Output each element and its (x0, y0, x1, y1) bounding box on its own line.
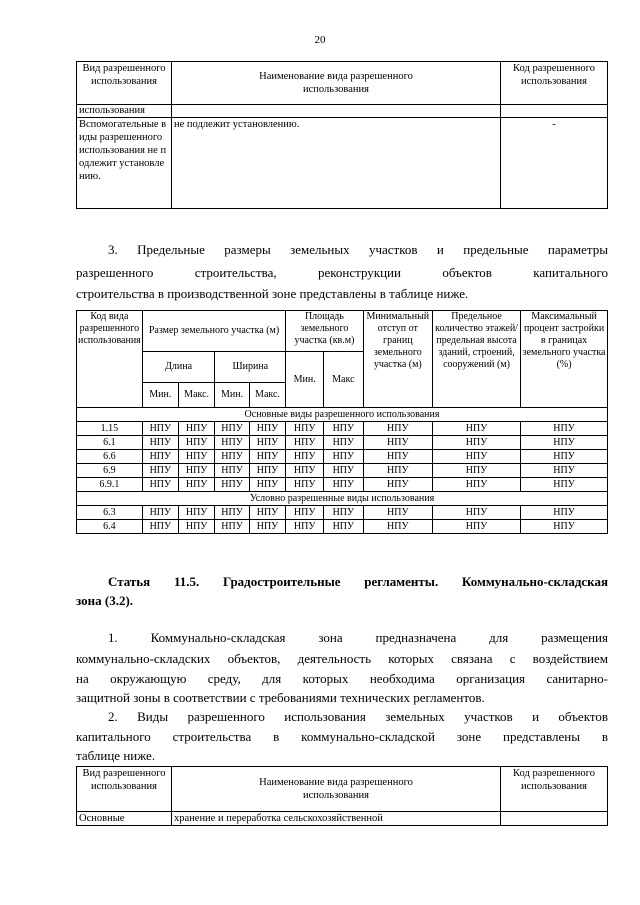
paragraph-1-line-3: на окружающую среду, для которых необходима организация санитарно- (76, 671, 608, 686)
table-cell: НПУ (178, 506, 215, 520)
table-cell: НПУ (324, 478, 364, 492)
table-cell: НПУ (324, 520, 364, 534)
table-cell: НПУ (178, 520, 215, 534)
table-cell: НПУ (142, 422, 178, 436)
table-row (77, 105, 608, 118)
table-row (77, 478, 608, 492)
table-cell: НПУ (521, 478, 608, 492)
header-width-max: Макс. (249, 383, 286, 408)
paragraph-3-line-3: строительства в производственной зоне представлены в таблице ниже. (76, 286, 469, 301)
header-use-kind: Вид разрешенного использования (77, 62, 172, 105)
paragraph-1-line-2: коммунально-складских объектов, деятельность которых связана с воздействием (76, 651, 608, 666)
table-cell: НПУ (142, 520, 178, 534)
table-cell: НПУ (142, 478, 178, 492)
table-cell: НПУ (521, 436, 608, 450)
table-row (77, 118, 608, 209)
table-cell: НПУ (215, 422, 249, 436)
table-row (77, 422, 608, 436)
table-cell: НПУ (324, 436, 364, 450)
table-cell: НПУ (363, 450, 432, 464)
table-cell: 6.4 (77, 520, 143, 534)
table-cell: 6.9 (77, 464, 143, 478)
table-cell: 6.3 (77, 506, 143, 520)
table-cell: НПУ (432, 422, 520, 436)
table-row (77, 450, 608, 464)
header-coverage: Максимальный процент застройки в границах земельного участка (%) (521, 311, 608, 408)
permitted-use-table (76, 766, 608, 826)
article-heading-line-1: Статья 11.5. Градостроительные регламенты. Коммунально-складская (108, 574, 608, 589)
table-cell: НПУ (432, 450, 520, 464)
table-cell: НПУ (286, 506, 324, 520)
table-cell: НПУ (142, 450, 178, 464)
header-area-max: Макс (324, 352, 364, 408)
table-row (77, 520, 608, 534)
table-cell: НПУ (363, 478, 432, 492)
section-conditional-uses: Условно разрешенные виды использования (77, 492, 608, 506)
table-cell: НПУ (249, 506, 286, 520)
table-cell: НПУ (142, 506, 178, 520)
article-heading-line-2: зона (3.2). (76, 593, 134, 608)
table-cell: НПУ (521, 464, 608, 478)
table-cell: НПУ (324, 422, 364, 436)
table-cell: НПУ (432, 464, 520, 478)
table-row (77, 464, 608, 478)
paragraph-1-line-4: защитной зоны в соответствии с требованиями технических регламентов. (76, 690, 485, 705)
table-cell: НПУ (363, 506, 432, 520)
cell-use-name: хранение и переработка сельскохозяйственной (172, 812, 501, 826)
table-cell: НПУ (178, 436, 215, 450)
table-cell: НПУ (432, 520, 520, 534)
header-area-min: Мин. (286, 352, 324, 408)
paragraph-1-line-1: 1. Коммунально-складская зона предназначена для размещения (108, 630, 608, 645)
header-floors: Предельное количество этажей/ предельная высота зданий, строений, сооружений (м) (432, 311, 520, 408)
table-cell: 6.1 (77, 436, 143, 450)
header-use-name: Наименование вида разрешенного использования (172, 767, 501, 812)
cell-aux-code: - (501, 118, 608, 209)
table-cell: НПУ (178, 464, 215, 478)
header-use-kind: Вид разрешенного использования (77, 767, 172, 812)
header-area: Площадь земельного участка (кв.м) (286, 311, 363, 352)
table-cell: НПУ (249, 422, 286, 436)
table-cell: НПУ (363, 520, 432, 534)
table-cell: НПУ (249, 450, 286, 464)
header-length: Длина (142, 352, 215, 383)
table-cell: НПУ (286, 436, 324, 450)
header-width-min: Мин. (215, 383, 249, 408)
table-cell: НПУ (215, 520, 249, 534)
table-cell: НПУ (521, 506, 608, 520)
header-width: Ширина (215, 352, 286, 383)
table-cell: НПУ (249, 478, 286, 492)
cell-aux-uses: Вспомогательные виды разрешенного использования не подлежит установлению. (77, 118, 172, 209)
table-cell: НПУ (286, 478, 324, 492)
table-cell: 1.15 (77, 422, 143, 436)
table-cell: НПУ (142, 464, 178, 478)
paragraph-2-line-3: таблице ниже. (76, 748, 156, 763)
table-cell: НПУ (324, 506, 364, 520)
cell-main-uses: Основные (77, 812, 172, 826)
table-cell: НПУ (432, 506, 520, 520)
header-use-code: Код разрешенного использования (501, 767, 608, 812)
table-cell: НПУ (363, 464, 432, 478)
header-length-min: Мин. (142, 383, 178, 408)
header-size: Размер земельного участка (м) (142, 311, 285, 352)
paragraph-2-line-1: 2. Виды разрешенного использования земельных участков и объектов (108, 709, 608, 724)
page-number: 20 (314, 34, 326, 46)
table-cell: НПУ (249, 464, 286, 478)
header-code: Код вида разрешенного использования (77, 311, 143, 408)
table-header-row (77, 62, 608, 105)
cell-aux-name: не подлежит установлению. (172, 118, 501, 209)
table-cell: НПУ (286, 520, 324, 534)
table-cell: НПУ (142, 436, 178, 450)
table-cell: НПУ (215, 436, 249, 450)
table-cell: НПУ (521, 450, 608, 464)
table-cell: НПУ (521, 520, 608, 534)
table-cell: НПУ (286, 422, 324, 436)
cell-continuation: использования (77, 105, 172, 118)
permitted-use-table-continued (76, 61, 608, 209)
section-main-uses: Основные виды разрешенного использования (77, 408, 608, 422)
table-cell: НПУ (286, 464, 324, 478)
table-cell: НПУ (363, 422, 432, 436)
header-use-code: Код разрешенного использования (501, 62, 608, 105)
table-cell: НПУ (178, 450, 215, 464)
header-length-max: Макс. (178, 383, 215, 408)
cell-use-code (501, 812, 608, 826)
paragraph-2-line-2: капитального строительства в коммунально-складской зоне представлены в (76, 729, 608, 744)
table-cell: НПУ (178, 478, 215, 492)
table-cell: НПУ (215, 450, 249, 464)
table-cell: НПУ (249, 520, 286, 534)
table-header-row (77, 767, 608, 812)
paragraph-3-line-2: разрешенного строительства, реконструкции объектов капитального (76, 265, 608, 280)
table-cell: НПУ (215, 478, 249, 492)
table-cell: НПУ (215, 464, 249, 478)
table-cell: НПУ (432, 478, 520, 492)
table-cell: НПУ (324, 464, 364, 478)
header-setback: Минимальный отступ от границ земельного участка (м) (363, 311, 432, 408)
table-cell: НПУ (215, 506, 249, 520)
header-use-name: Наименование вида разрешенного использования (172, 62, 501, 105)
table-cell: НПУ (432, 436, 520, 450)
table-cell: НПУ (324, 450, 364, 464)
table-cell: НПУ (249, 436, 286, 450)
table-cell: 6.6 (77, 450, 143, 464)
table-row (77, 506, 608, 520)
paragraph-3-line-1: 3. Предельные размеры земельных участков и предельные параметры (108, 242, 608, 257)
table-cell: 6.9.1 (77, 478, 143, 492)
table-row (77, 436, 608, 450)
parameters-table (76, 310, 608, 534)
table-row (77, 812, 608, 826)
table-cell: НПУ (178, 422, 215, 436)
table-cell: НПУ (286, 450, 324, 464)
table-cell: НПУ (363, 436, 432, 450)
table-cell: НПУ (521, 422, 608, 436)
